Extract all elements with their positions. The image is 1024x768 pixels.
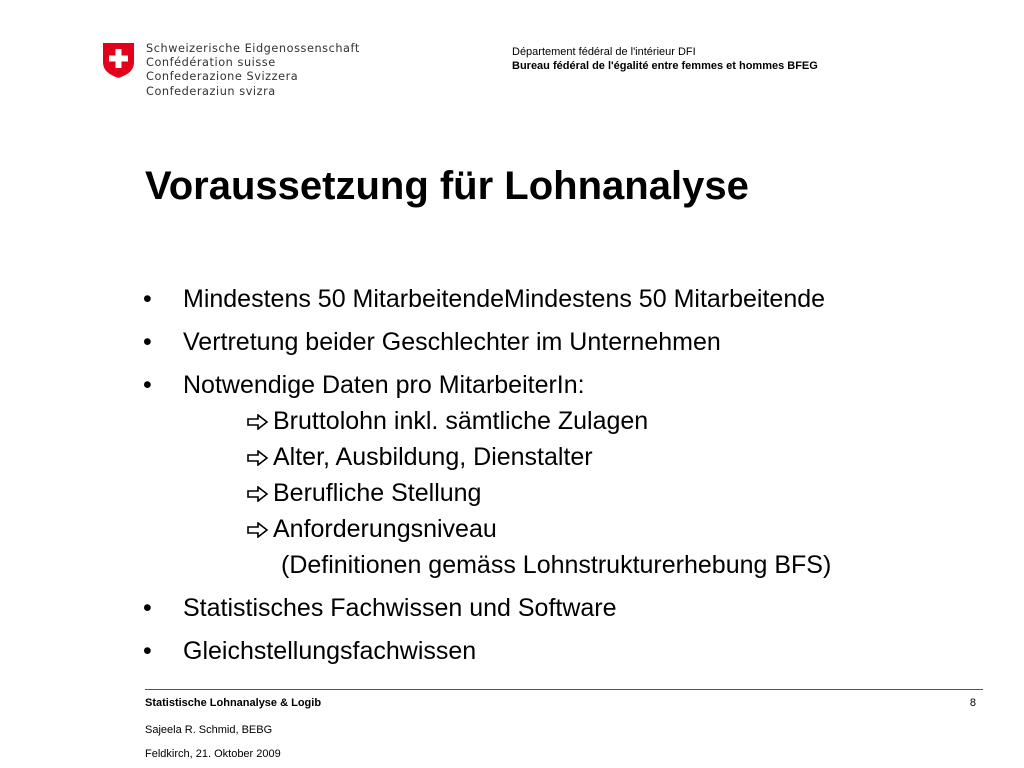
bullet-dot: • [143, 594, 152, 622]
sub-item-text: Anforderungsniveau [273, 515, 497, 543]
hollow-arrow-right-icon [247, 522, 273, 538]
bullet-item [143, 367, 1003, 583]
footer [145, 696, 321, 766]
swiss-cross-shield-icon [102, 42, 135, 79]
bullet-dot: • [143, 328, 152, 356]
hollow-arrow-right-icon [247, 450, 273, 466]
sub-item-text: Alter, Ausbildung, Dienstalter [273, 443, 593, 471]
sub-item [247, 439, 1003, 475]
federation-name-it: Confederazione Svizzera [146, 70, 299, 84]
bullet-item [143, 590, 1003, 626]
office-name: Bureau fédéral de l'égalité entre femmes et hommes BFEG [512, 60, 818, 72]
slide-title: Voraussetzung für Lohnanalyse [145, 164, 749, 208]
department-header [512, 45, 818, 73]
hollow-arrow-right-icon [247, 486, 273, 502]
hollow-arrow-right-icon [247, 414, 273, 430]
bullet-item [143, 281, 1003, 317]
sub-item-text: Bruttolohn inkl. sämtliche Zulagen [273, 407, 649, 435]
bullet-dot: • [143, 285, 152, 313]
footer-presentation-title: Statistische Lohnanalyse & Logib [145, 697, 322, 709]
footer-place-date: Feldkirch, 21. Oktober 2009 [145, 748, 281, 760]
bullet-item [143, 633, 1003, 669]
required-data-list [247, 403, 1003, 583]
federation-name-fr: Confédération suisse [146, 56, 276, 70]
bullet-list [143, 281, 1003, 669]
bullet-dot: • [143, 371, 152, 399]
definitions-note: (Definitionen gemäss Lohnstrukturerhebung BFS) [281, 551, 832, 579]
department-name: Département fédéral de l'intérieur DFI [512, 46, 696, 58]
sub-item-text: Berufliche Stellung [273, 479, 482, 507]
federation-name-de: Schweizerische Eidgenossenschaft [146, 42, 360, 55]
bullet-text: Mindestens 50 MitarbeitendeMindestens 50 Mitarbeitende [183, 285, 826, 313]
swiss-federal-logo [102, 42, 360, 104]
federation-names [146, 42, 360, 99]
page-number: 8 [969, 697, 976, 709]
bullet-item [143, 324, 1003, 360]
federation-name-rm: Confederaziun svizra [146, 84, 276, 98]
bullet-text: Notwendige Daten pro MitarbeiterIn: [183, 371, 585, 399]
sub-item [247, 511, 1003, 547]
footer-author: Sajeela R. Schmid, BEBG [145, 724, 273, 736]
footer-divider [145, 689, 983, 690]
bullet-text: Vertretung beider Geschlechter im Unternehmen [183, 328, 721, 356]
bullet-text: Gleichstellungsfachwissen [183, 637, 477, 665]
bullet-text: Statistisches Fachwissen und Software [183, 594, 617, 622]
sub-item [247, 475, 1003, 511]
sub-item [247, 403, 1003, 439]
bullet-dot: • [143, 637, 152, 665]
